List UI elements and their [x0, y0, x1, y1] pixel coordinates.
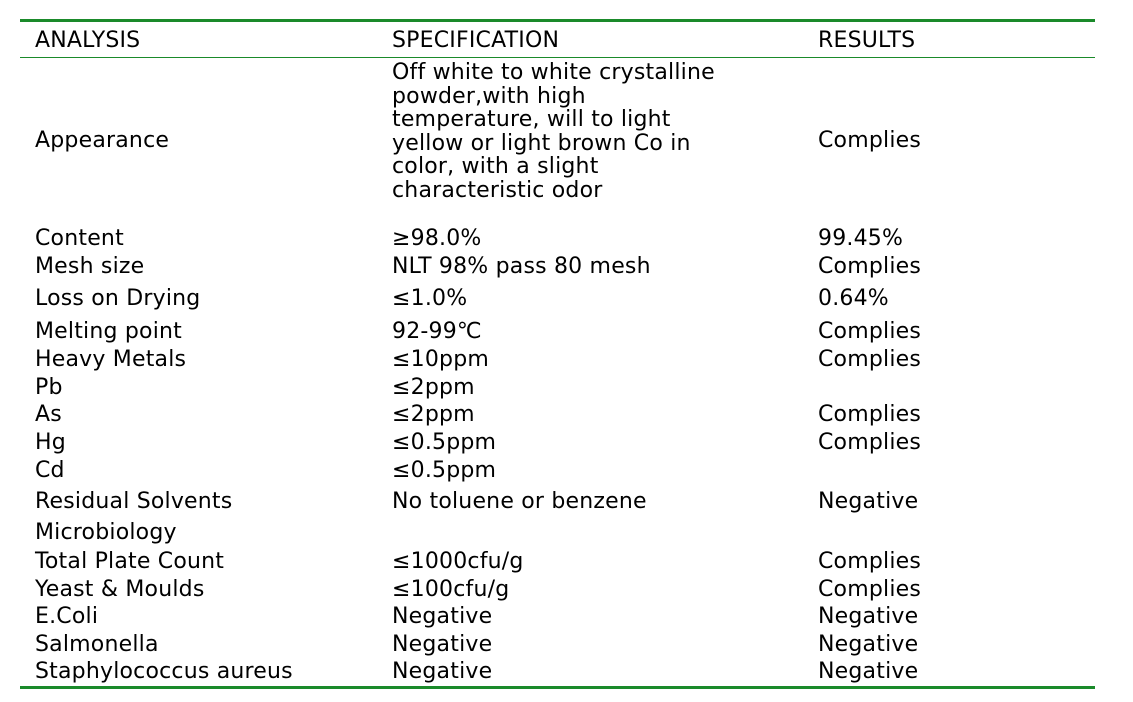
table-row-specification: Negative [392, 632, 493, 657]
table-row-analysis: Content [35, 226, 124, 251]
appearance-result: Complies [818, 128, 922, 153]
table-bottom-rule [20, 686, 1095, 689]
table-row-specification: ≤100cfu/g [392, 577, 510, 602]
table-row-result: Negative [818, 604, 919, 629]
appearance-specification [392, 61, 715, 203]
table-row-result: 0.64% [818, 286, 889, 311]
spec-line: temperature, will to light [392, 107, 671, 133]
header-specification: SPECIFICATION [392, 28, 560, 53]
table-row-specification: Negative [392, 604, 493, 629]
table-row-analysis: Heavy Metals [35, 347, 187, 372]
table-row-analysis: Mesh size [35, 254, 145, 279]
table-row-result: Complies [818, 577, 922, 602]
header-rule [20, 57, 1095, 58]
table-row-analysis: Total Plate Count [35, 549, 225, 574]
table-row-analysis: Cd [35, 458, 65, 483]
table-row-analysis: Hg [35, 430, 66, 455]
table-row-result: Complies [818, 319, 922, 344]
table-row-result: Complies [818, 347, 922, 372]
table-row-analysis: Pb [35, 375, 63, 400]
spec-line: yellow or light brown Co in [392, 130, 691, 156]
table-row-result: Complies [818, 254, 922, 279]
table-row-analysis: Staphylococcus aureus [35, 659, 293, 684]
table-row-result: Negative [818, 659, 919, 684]
table-row-specification: Negative [392, 659, 493, 684]
table-row-result: Negative [818, 632, 919, 657]
table-row-result: Complies [818, 402, 922, 427]
spec-line: Off white to white crystalline [392, 60, 715, 85]
table-row-specification: 92-99℃ [392, 319, 482, 344]
table-row-analysis: Residual Solvents [35, 489, 233, 514]
header-analysis: ANALYSIS [35, 28, 141, 53]
section-heading-microbiology: Microbiology [35, 520, 177, 545]
table-row-result: 99.45% [818, 226, 904, 251]
table-row-specification: ≤2ppm [392, 402, 475, 427]
spec-line: characteristic odor [392, 177, 603, 203]
table-row-result: Complies [818, 430, 922, 455]
table-row-specification: ≤2ppm [392, 375, 475, 400]
table-row-result: Complies [818, 549, 922, 574]
table-row-specification: ≤0.5ppm [392, 458, 497, 483]
table-row-specification: ≤1000cfu/g [392, 549, 524, 574]
table-row-specification: ≤0.5ppm [392, 430, 497, 455]
table-row-analysis: E.Coli [35, 604, 99, 629]
table-row-specification: No toluene or benzene [392, 489, 647, 514]
appearance-analysis: Appearance [35, 128, 170, 153]
header-results: RESULTS [818, 28, 916, 53]
table-row-analysis: Loss on Drying [35, 286, 201, 311]
table-row-analysis: As [35, 402, 62, 427]
table-top-rule [20, 19, 1095, 22]
table-row-result: Negative [818, 489, 919, 514]
table-row-analysis: Melting point [35, 319, 182, 344]
spec-line: color, with a slight [392, 154, 599, 180]
table-row-specification: ≤10ppm [392, 347, 489, 372]
table-row-specification: ≤1.0% [392, 286, 468, 311]
spec-line: powder,with high [392, 83, 586, 109]
table-row-analysis: Salmonella [35, 632, 159, 657]
table-row-specification: ≥98.0% [392, 226, 482, 251]
table-row-specification: NLT 98% pass 80 mesh [392, 254, 651, 279]
table-row-analysis: Yeast & Moulds [35, 577, 205, 602]
